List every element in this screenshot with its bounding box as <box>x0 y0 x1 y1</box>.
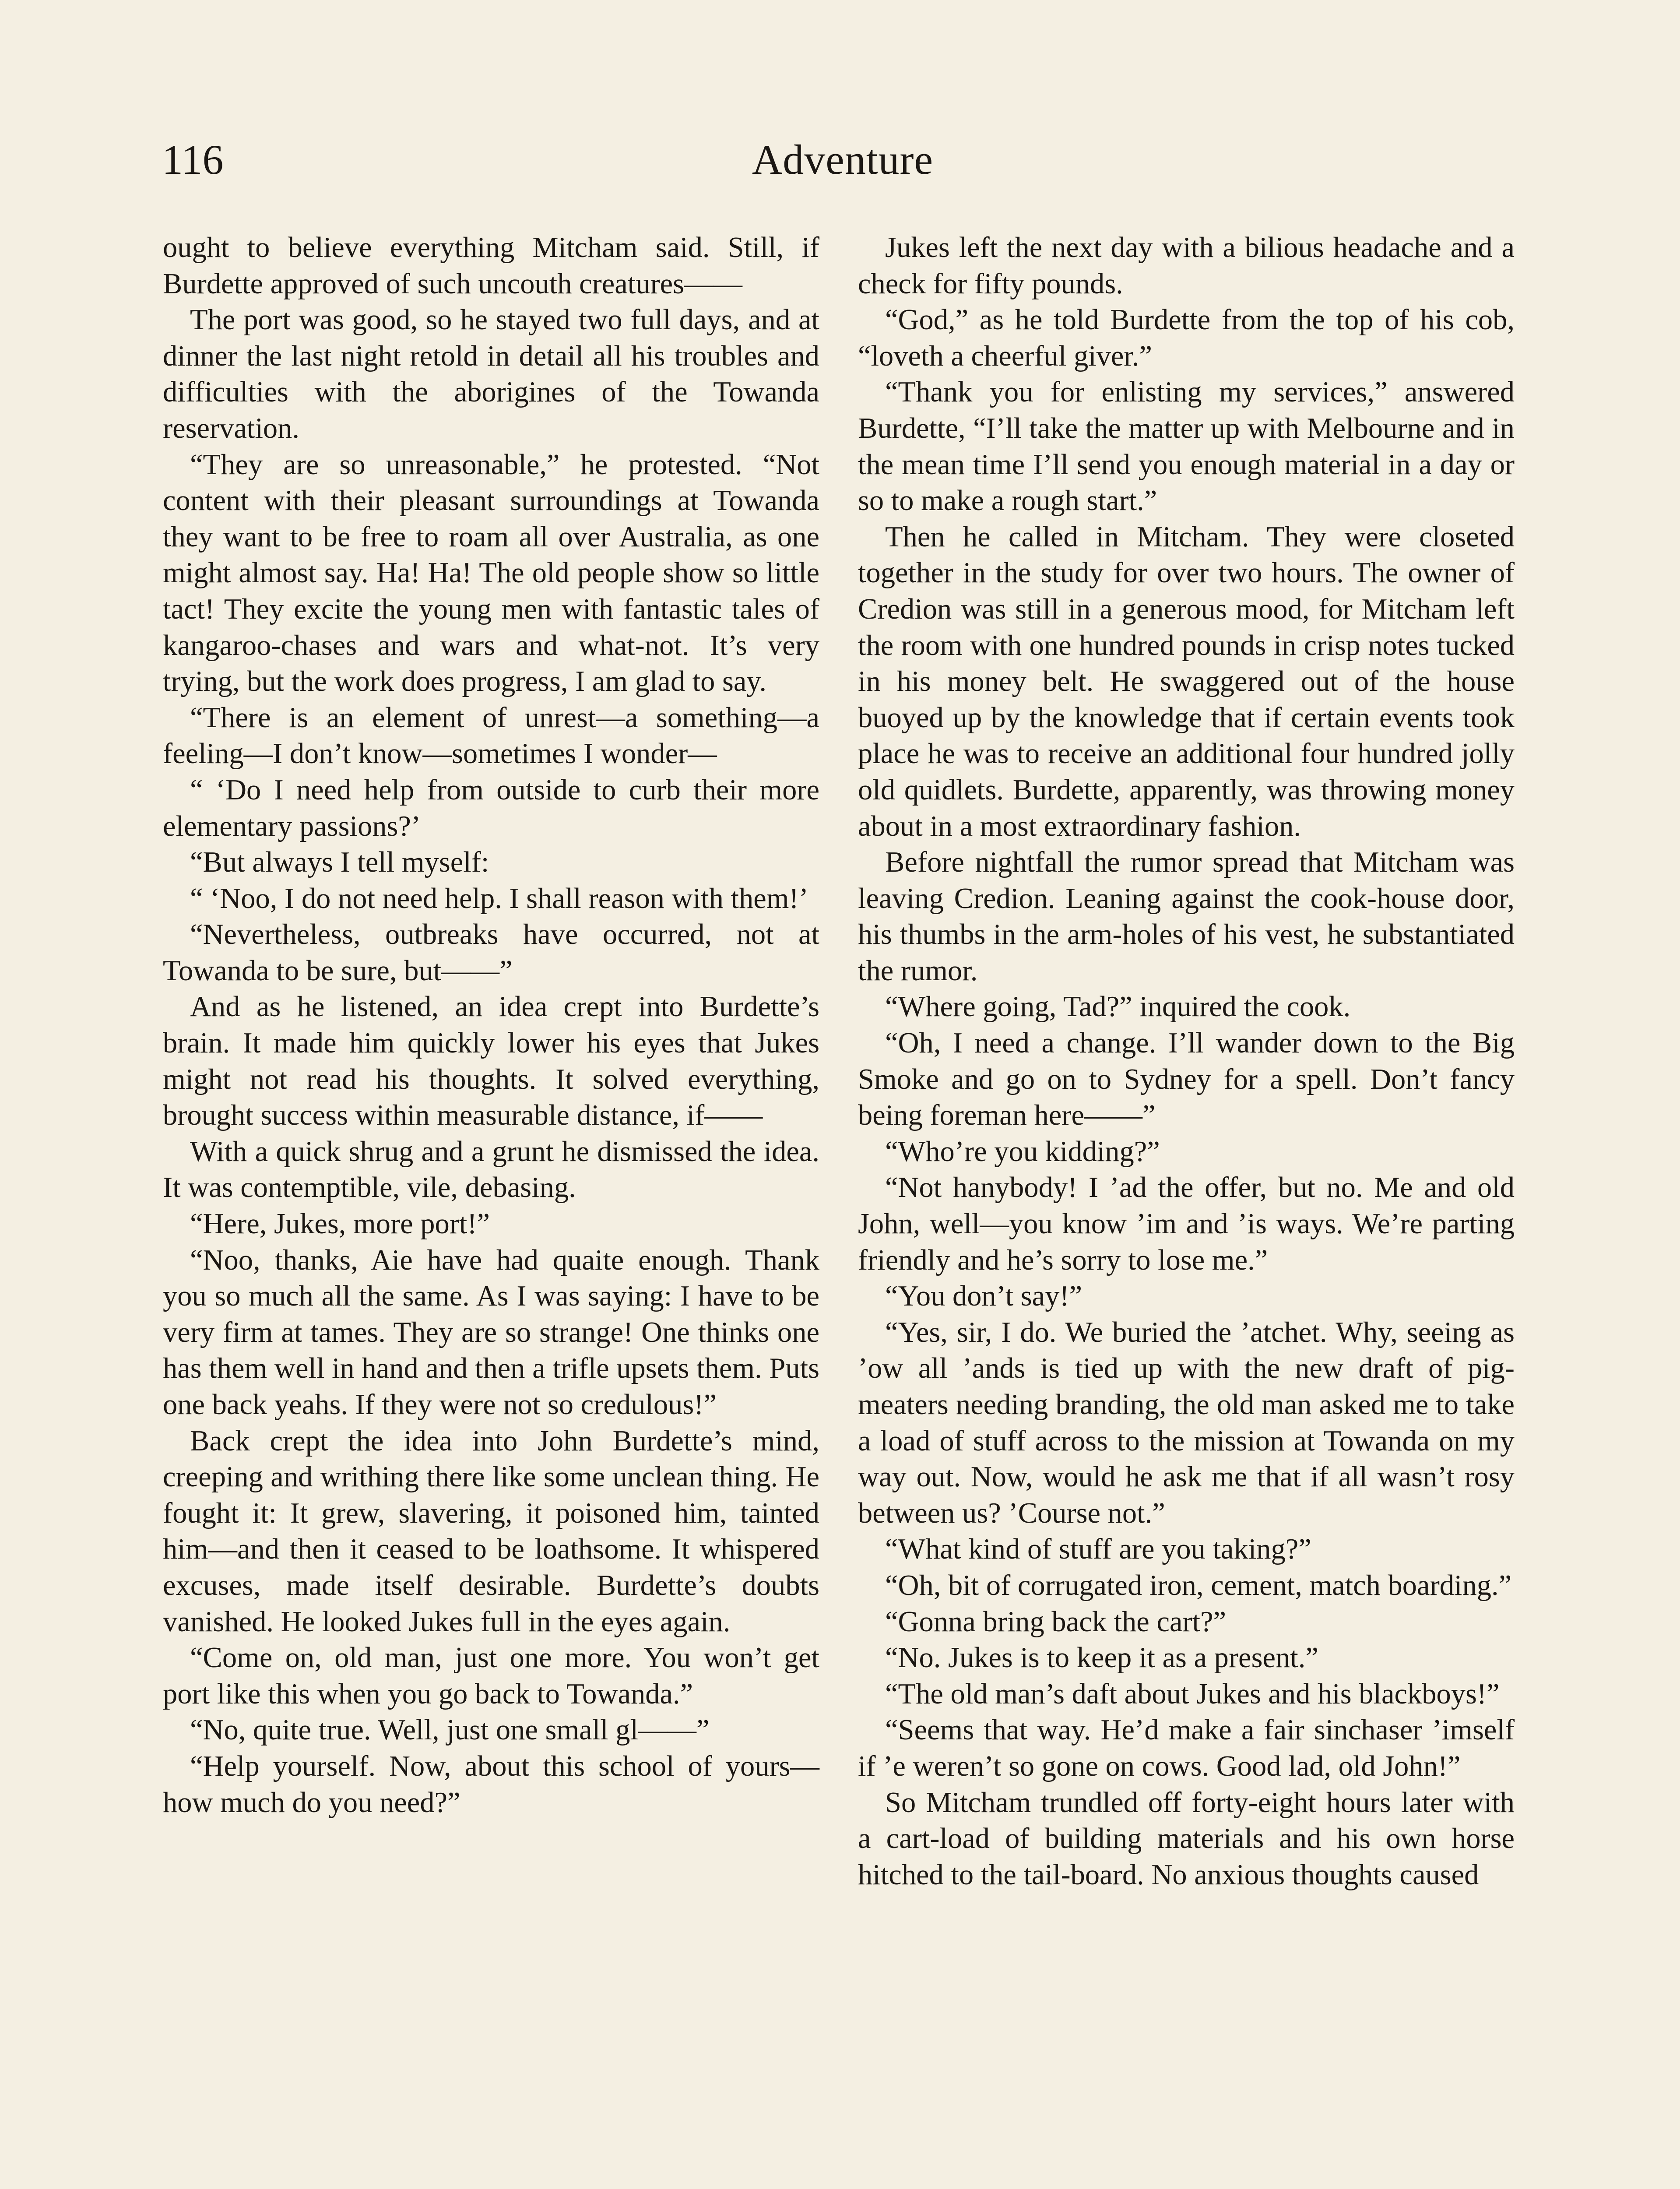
paragraph: “You don’t say!” <box>885 1280 1083 1313</box>
paragraph: “The old man’s daft about Jukes and his blackboys!” <box>885 1678 1500 1710</box>
paragraph: “Thank you for enlisting my services,” answered Burdette, “I’ll take the matter up with Melbourne and in the mean time I’ll send you enough material in a day or so to make a rough start.” <box>858 376 1515 517</box>
paragraph: “Where going, Tad?” inquired the cook. <box>885 991 1351 1023</box>
running-title: Adventure <box>752 136 934 183</box>
paragraph: “Oh, bit of corrugated iron, cement, match boarding.” <box>885 1569 1512 1601</box>
paragraph: “ ‘Do I need help from outside to curb their more elementary passions?’ <box>163 774 819 842</box>
paragraph: “Gonna bring back the cart?” <box>885 1605 1227 1638</box>
paragraph: So Mitcham trundled off forty-eight hours later with a cart-load of building materials and his own horse hitched to the tail-board. No anxious thoughts caused <box>858 1786 1515 1891</box>
paragraph: “Nevertheless, outbreaks have occurred, not at Towanda to be sure, but——” <box>163 919 819 987</box>
paragraph: “ ‘Noo, I do not need help. I shall reason with them!’ <box>190 882 808 915</box>
paragraph: “Here, Jukes, more port!” <box>190 1208 490 1240</box>
page-number: 116 <box>162 136 224 183</box>
paragraph: “No. Jukes is to keep it as a present.” <box>885 1642 1318 1674</box>
paragraph: “Yes, sir, I do. We buried the ’atchet. Why, seeing as ’ow all ’ands is tied up with the new draft of pig-meaters needing branding, the old man asked me to take a load of stuff across to the mission at Towanda on my way out. Now, would he ask me that if all wasn’t rosy between us? ’Course not.” <box>858 1316 1515 1529</box>
paragraph: “What kind of stuff are you taking?” <box>885 1533 1311 1566</box>
paragraph: “Not hanybody! I ’ad the offer, but no. Me and old John, well—you know ’im and ’is ways. We’re parting friendly and he’s sorry to lose me.” <box>858 1172 1515 1276</box>
paragraph: “There is an element of unrest—a something—a feeling—I don’t know—sometimes I wonder— <box>163 701 819 770</box>
paragraph: With a quick shrug and a grunt he dismissed the idea. It was contemptible, vile, debasing. <box>163 1135 819 1204</box>
paragraph: “God,” as he told Burdette from the top of his cob, “loveth a cheerful giver.” <box>858 304 1515 372</box>
left-column <box>163 230 819 1821</box>
right-column <box>858 230 1515 1893</box>
paragraph: “Oh, I need a change. I’ll wander down to the Big Smoke and go on to Sydney for a spell. Don’t fancy being foreman here——” <box>858 1027 1515 1132</box>
paragraph: “But always I tell myself: <box>190 846 489 879</box>
page-header <box>162 131 1523 193</box>
paragraph: And as he listened, an idea crept into Burdette’s brain. It made him quickly lower his eyes that Jukes might not read his thoughts. It solved everything, brought success within measurable distance, if—— <box>163 991 819 1132</box>
paragraph: “Seems that way. He’d make a fair sinchaser ’imself if ’e weren’t so gone on cows. Good lad, old John!” <box>858 1714 1515 1782</box>
paragraph: ought to believe everything Mitcham said. Still, if Burdette approved of such uncouth creatures—— <box>163 232 819 300</box>
paragraph: “Help yourself. Now, about this school of yours—how much do you need?” <box>163 1750 819 1819</box>
paragraph: “Who’re you kidding?” <box>885 1135 1160 1168</box>
paragraph: “Noo, thanks, Aie have had quaite enough. Thank you so much all the same. As I was saying: I have to be very firm at tames. They are so strange! One thinks one has them well in hand and then a trifle upsets them. Puts one back yeahs. If they were not so credulous!” <box>163 1244 819 1421</box>
paragraph: “No, quite true. Well, just one small gl——” <box>190 1714 710 1746</box>
paragraph: Then he called in Mitcham. They were closeted together in the study for over two hours. The owner of Credion was still in a generous mood, for Mitcham left the room with one hundred pounds in crisp notes tucked in his money belt. He swaggered out of the house buoyed up by the knowledge that if certain events took place he was to receive an additional four hundred jolly old quidlets. Burdette, apparently, was throwing money about in a most extraordinary fashion. <box>858 521 1515 842</box>
paragraph: “Come on, old man, just one more. You won’t get port like this when you go back to Towanda.” <box>163 1642 819 1710</box>
paragraph: “They are so unreasonable,” he protested. “Not content with their pleasant surroundings at Towanda they want to be free to roam all over Australia, as one might almost say. Ha! Ha! The old people show so little tact! They excite the young men with fantastic tales of kangaroo-chases and wars and what-not. It’s very trying, but the work does progress, I am glad to say. <box>163 448 819 698</box>
paragraph: Before nightfall the rumor spread that Mitcham was leaving Credion. Leaning against the cook-house door, his thumbs in the arm-holes of his vest, he substantiated the rumor. <box>858 846 1515 987</box>
paragraph: Jukes left the next day with a bilious headache and a check for fifty pounds. <box>858 232 1515 300</box>
paragraph: Back crept the idea into John Burdette’s mind, creeping and writhing there like some unclean thing. He fought it: It grew, slavering, it poisoned him, tainted him—and then it ceased to be loathsome. It whispered excuses, made itself desirable. Burdette’s doubts vanished. He looked Jukes full in the eyes again. <box>163 1425 819 1638</box>
paragraph: The port was good, so he stayed two full days, and at dinner the last night retold in detail all his troubles and difficulties with the aborigines of the Towanda reservation. <box>163 304 819 444</box>
